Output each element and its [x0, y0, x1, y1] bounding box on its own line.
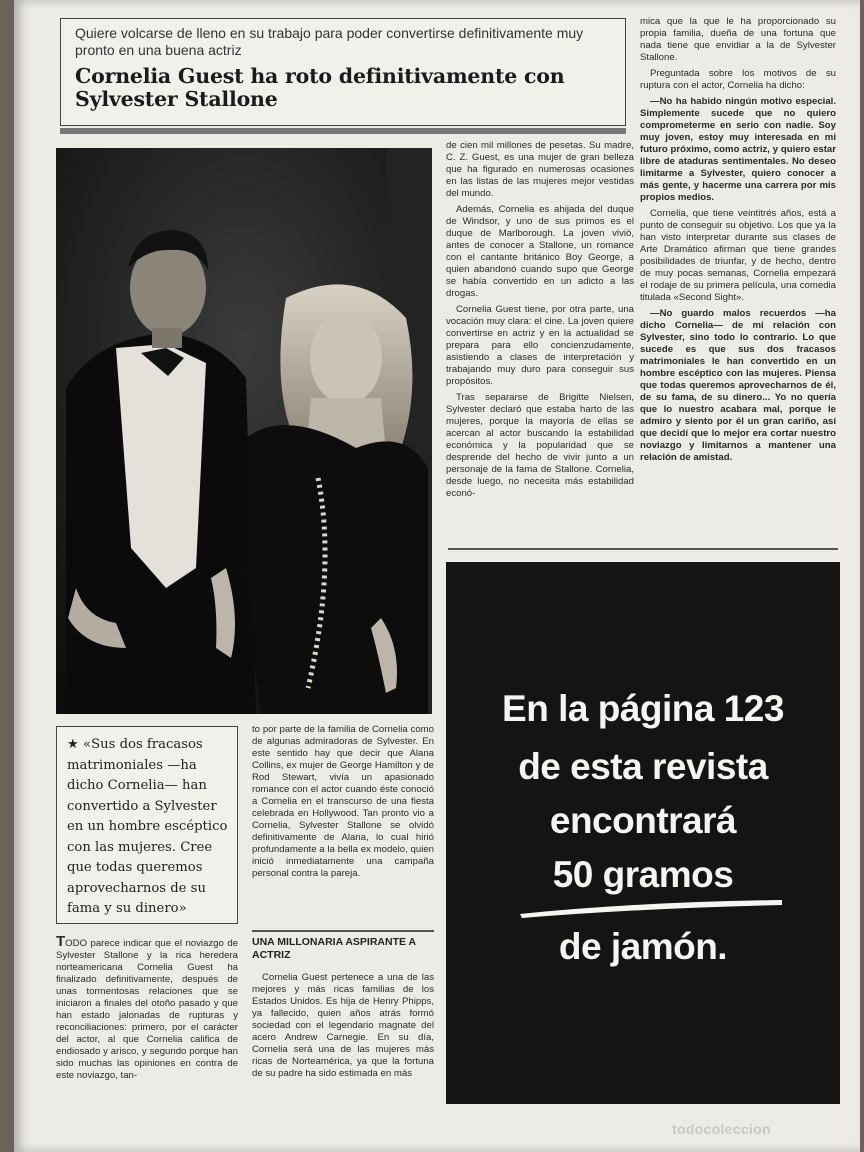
photo-illustration: [56, 148, 432, 714]
ad-line: 50 gramos: [552, 854, 734, 895]
subheading: UNA MILLONARIA ASPIRANTE A ACTRIZ: [252, 930, 434, 962]
couple-photo: [56, 148, 432, 714]
paragraph: —No guardo malos recuerdos —ha dicho Cornelia— de mi relación con Sylvester, sino todo lo contrario. Lo que sucede es que sus dos fracasos matrimoniales le han convertido en un hombre escéptico con las mujeres. Piensa que todas queremos aprovecharnos de él, de su fama, de su dinero... Yo no quería que lo nuestro acabara mal, porque le admiro y siento por él un gran cariño, así que decidí que lo mejor era cortar nuestro noviazgo y limitarnos a mantener una relación de amistad.: [640, 308, 836, 463]
paragraph: Además, Cornelia es ahijada del duque de Windsor, y uno de sus primos es el duque de Marlborough. La joven vivió, antes de conocer a Stallone, un romance con el cantante británico Boy George, a quien abandonó cuando supo que George se había convertido en un adicto a las drogas.: [446, 204, 634, 299]
paragraph: Cornelia Guest pertenece a una de las mejores y más ricas familias de los Estados Unidos. Es hija de Henry Phipps, ya fallecido, quien años atrás formó sociedad con el legendario magnate del acero Andrew Carnegie. En su día, Cornelia será una de las mujeres más ricas de Norteamérica, ya que la fortuna de su padre ha sido estimada en más: [252, 972, 434, 1079]
ad-line: encontrará: [549, 800, 737, 841]
column-middle-top: [446, 140, 634, 544]
paragraph: Cornelia, que tiene veintitrés años, está a punto de conseguir su objetivo. Los que ya la han visto interpretar durante sus clases de Arte Dramático afirman que tiene grandes posibilidades de triunfar, y de hecho, dentro de muy pocas semanas, Cornelia empezará el rodaje de su primera película, una comedia titulada «Second Sight».: [640, 208, 836, 303]
paragraph: de cien mil millones de pesetas. Su madre, C. Z. Guest, es una mujer de gran belleza que ha figurado en numerosas ocasiones en las listas de las mujeres mejor vestidas del mundo.: [446, 140, 634, 199]
paragraph: Cornelia Guest tiene, por otra parte, una vocación muy clara: el cine. La joven quiere convertirse en actriz y en la actualidad se prepara para ello concienzudamente, asistiendo a clases de interpretación y trabajando muy duro para conseguir sus propósitos.: [446, 304, 634, 387]
kicker: Quiere volcarse de lleno en su trabajo para poder convertirse definitivamente muy pronto en una buena actriz: [75, 25, 584, 58]
pull-quote: ★ «Sus dos fracasos matrimoniales —ha dicho Cornelia— han convertido a Sylvester en un hombre escéptico con las mujeres. Cree que todas queremos aprovecharnos de su fama y su dinero»: [67, 737, 228, 916]
headline: Cornelia Guest ha roto definitivamente con Sylvester Stallone: [75, 64, 565, 111]
header-rule: [60, 128, 626, 134]
column-left-bottom: [56, 936, 238, 1108]
ham-advertisement: [446, 562, 840, 1104]
paragraph: Preguntada sobre los motivos de su ruptura con el actor, Cornelia ha dicho:: [640, 68, 836, 91]
column-right-top: [640, 16, 836, 546]
paragraph: ODO parece indicar que el noviazgo de Sylvester Stallone y la rica heredera norteamericana Cornelia Guest ha finalizado definitivamente, después de unas tormentosas relaciones que se iniciaron a finales del otoño pasado y que han estado jalonadas de rupturas y reconciliaciones: primero, por el carácter del actor, al que Cornelia califica de endiosado y arisco, y segundo porque han sido muchas las opiniones en contra de este noviazgo, tan-: [56, 938, 238, 1081]
paragraph: mica que la que le ha proporcionado su propia familia, dueña de una fortuna que nada tiene que envidiar a la de Sylvester Stallone.: [640, 16, 836, 63]
drop-cap: T: [56, 936, 66, 950]
underline-swoosh: [516, 896, 786, 920]
paragraph: —No ha habido ningún motivo especial. Simplemente sucede que no quiero comprometerme en serio con nadie. Soy muy joven, estoy muy interesada en mi futuro próximo, como actriz, y quiero estar libre de ataduras sentimentales. No deseo limitarme a Sylvester, quiero conocer a más gente, y hacerme una carrera por mis propios medios.: [640, 96, 836, 203]
ad-line: de esta revista: [518, 746, 768, 787]
ad-line: de jamón.: [558, 926, 728, 967]
watermark: todocoleccion: [672, 1121, 771, 1137]
pull-quote-box: [56, 726, 238, 924]
paragraph: Tras separarse de Brigitte Nielsen, Sylvester declaró que estaba harto de las mujeres, porque la mayoría de ellas se acercan al actor buscando la estabilidad económica y la popularidad que se desprende del hecho de vivir junto a un personaje de la fama de Stallone. Cornelia, desde luego, no necesita más estabilidad econó-: [446, 392, 634, 499]
section-rule: [448, 548, 838, 550]
headline-box: [60, 18, 626, 126]
ad-line: En la página 123: [502, 688, 784, 729]
column-middle-subsection: [252, 972, 434, 1108]
paragraph: to por parte de la familia de Cornelia como de algunas admiradoras de Sylvester. En este sentido hay que decir que Alana Collins, ex mujer de George Hamilton y de Rod Stewart, vivía un apasionado romance con el actor cuando éste conoció a Cornelia en el transcurso de una fiesta celebrada en Hollywood. Tan pronto vio a Cornelia, Sylvester Stallone se olvidó definitivamente de Alana, lo cual hirió profundamente a la bella ex modelo, quien inició inmediatamente una campaña personal contra la pareja.: [252, 724, 434, 879]
column-middle-bottom: [252, 724, 434, 924]
